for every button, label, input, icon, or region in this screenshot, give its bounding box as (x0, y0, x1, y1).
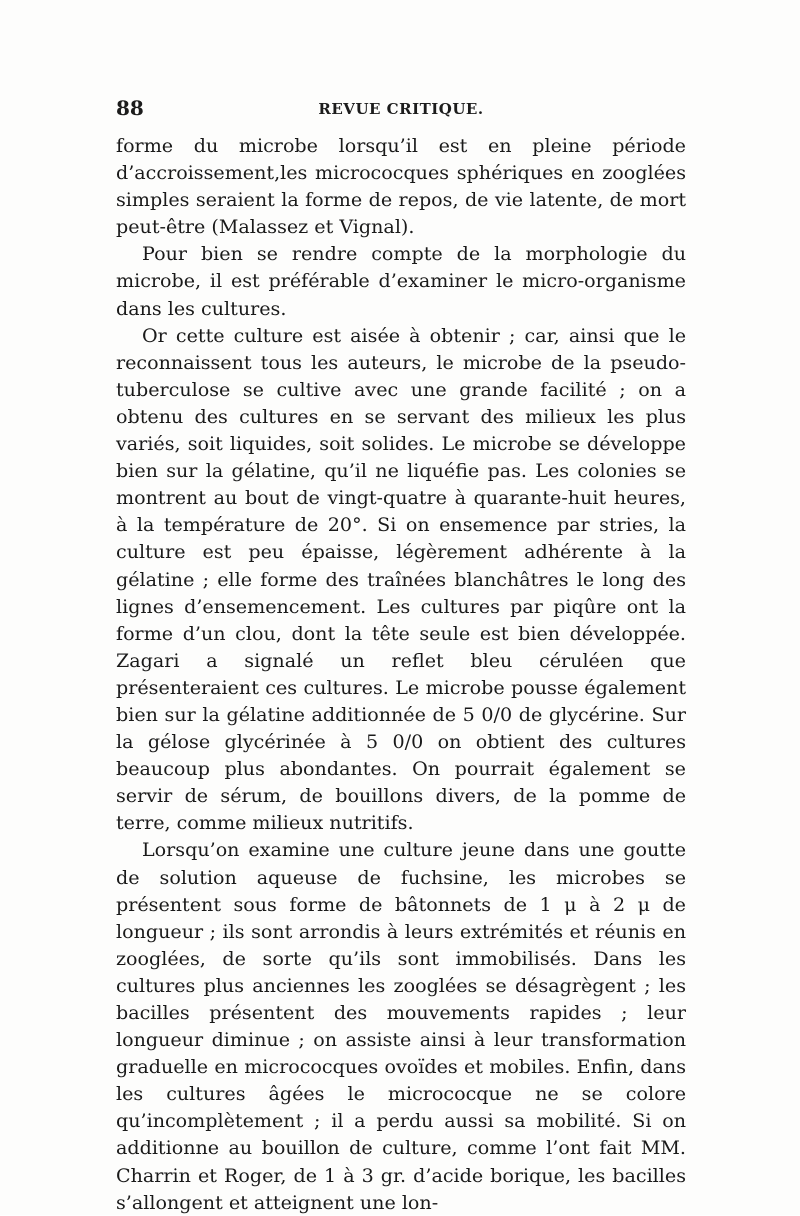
page-number: 88 (116, 96, 144, 120)
page-header (116, 96, 686, 126)
paragraph-morphology: Pour bien se rendre compte de la morphologie du microbe, il est préférable d’examiner le micro-organisme dans les cultures. (116, 242, 686, 320)
running-title: REVUE CRITIQUE. (318, 100, 484, 118)
paragraph-continuation: forme du microbe lorsqu’il est en pleine période d’accroissement,les micrococques sphériques en zooglées simples seraient la forme de repos, de vie latente, de mort peut-être (Malassez et Vignal). (116, 134, 686, 239)
paragraph-examination: Lorsqu’on examine une culture jeune dans une goutte de solution aqueuse de fuchsine, les microbes se présentent sous forme de bâtonnets de 1 μ à 2 μ de longueur ; ils sont arrondis à leurs extrémités et réunis en zooglées, de sorte qu’ils sont immobilisés. Dans les cultures plus anciennes les zooglées se désagrègent ; les bacilles présentent des mouvements rapides ; leur longueur diminue ; on assiste ainsi à leur transformation graduelle en micrococques ovoïdes et mobiles. Enfin, dans les cultures âgées le micrococque ne se colore qu’incomplètement ; il a perdu aussi sa mobilité. Si on additionne au bouillon de culture, comme l’ont fait MM. Charrin et Roger, de 1 à 3 gr. d’acide borique, les bacilles s’allongent et atteignent une lon- (116, 838, 686, 1214)
paragraph-cultures: Or cette culture est aisée à obtenir ; car, ainsi que le reconnaissent tous les auteurs, le microbe de la pseudo-tuberculose se cultive avec une grande facilité ; on a obtenu des cultures en se servant des milieux les plus variés, soit liquides, soit solides. Le microbe se développe bien sur la gélatine, qu’il ne liquéfie pas. Les colonies se montrent au bout de vingt-quatre à quarante-huit heures, à la température de 20°. Si on ensemence par stries, la culture est peu épaisse, légèrement adhérente à la gélatine ; elle forme des traînées blanchâtres le long des lignes d’ensemencement. Les cultures par piqûre ont la forme d’un clou, dont la tête seule est bien développée. Zagari a signalé un reflet bleu céruléen que présenteraient ces cultures. Le microbe pousse également bien sur la gélatine additionnée de 5 0/0 de glycérine. Sur la gélose glycérinée à 5 0/0 on obtient des cultures beaucoup plus abondantes. On pourrait également se servir de sérum, de bouillons divers, de la pomme de terre, comme milieux nutritifs. (116, 323, 686, 835)
body-text (116, 132, 686, 1216)
